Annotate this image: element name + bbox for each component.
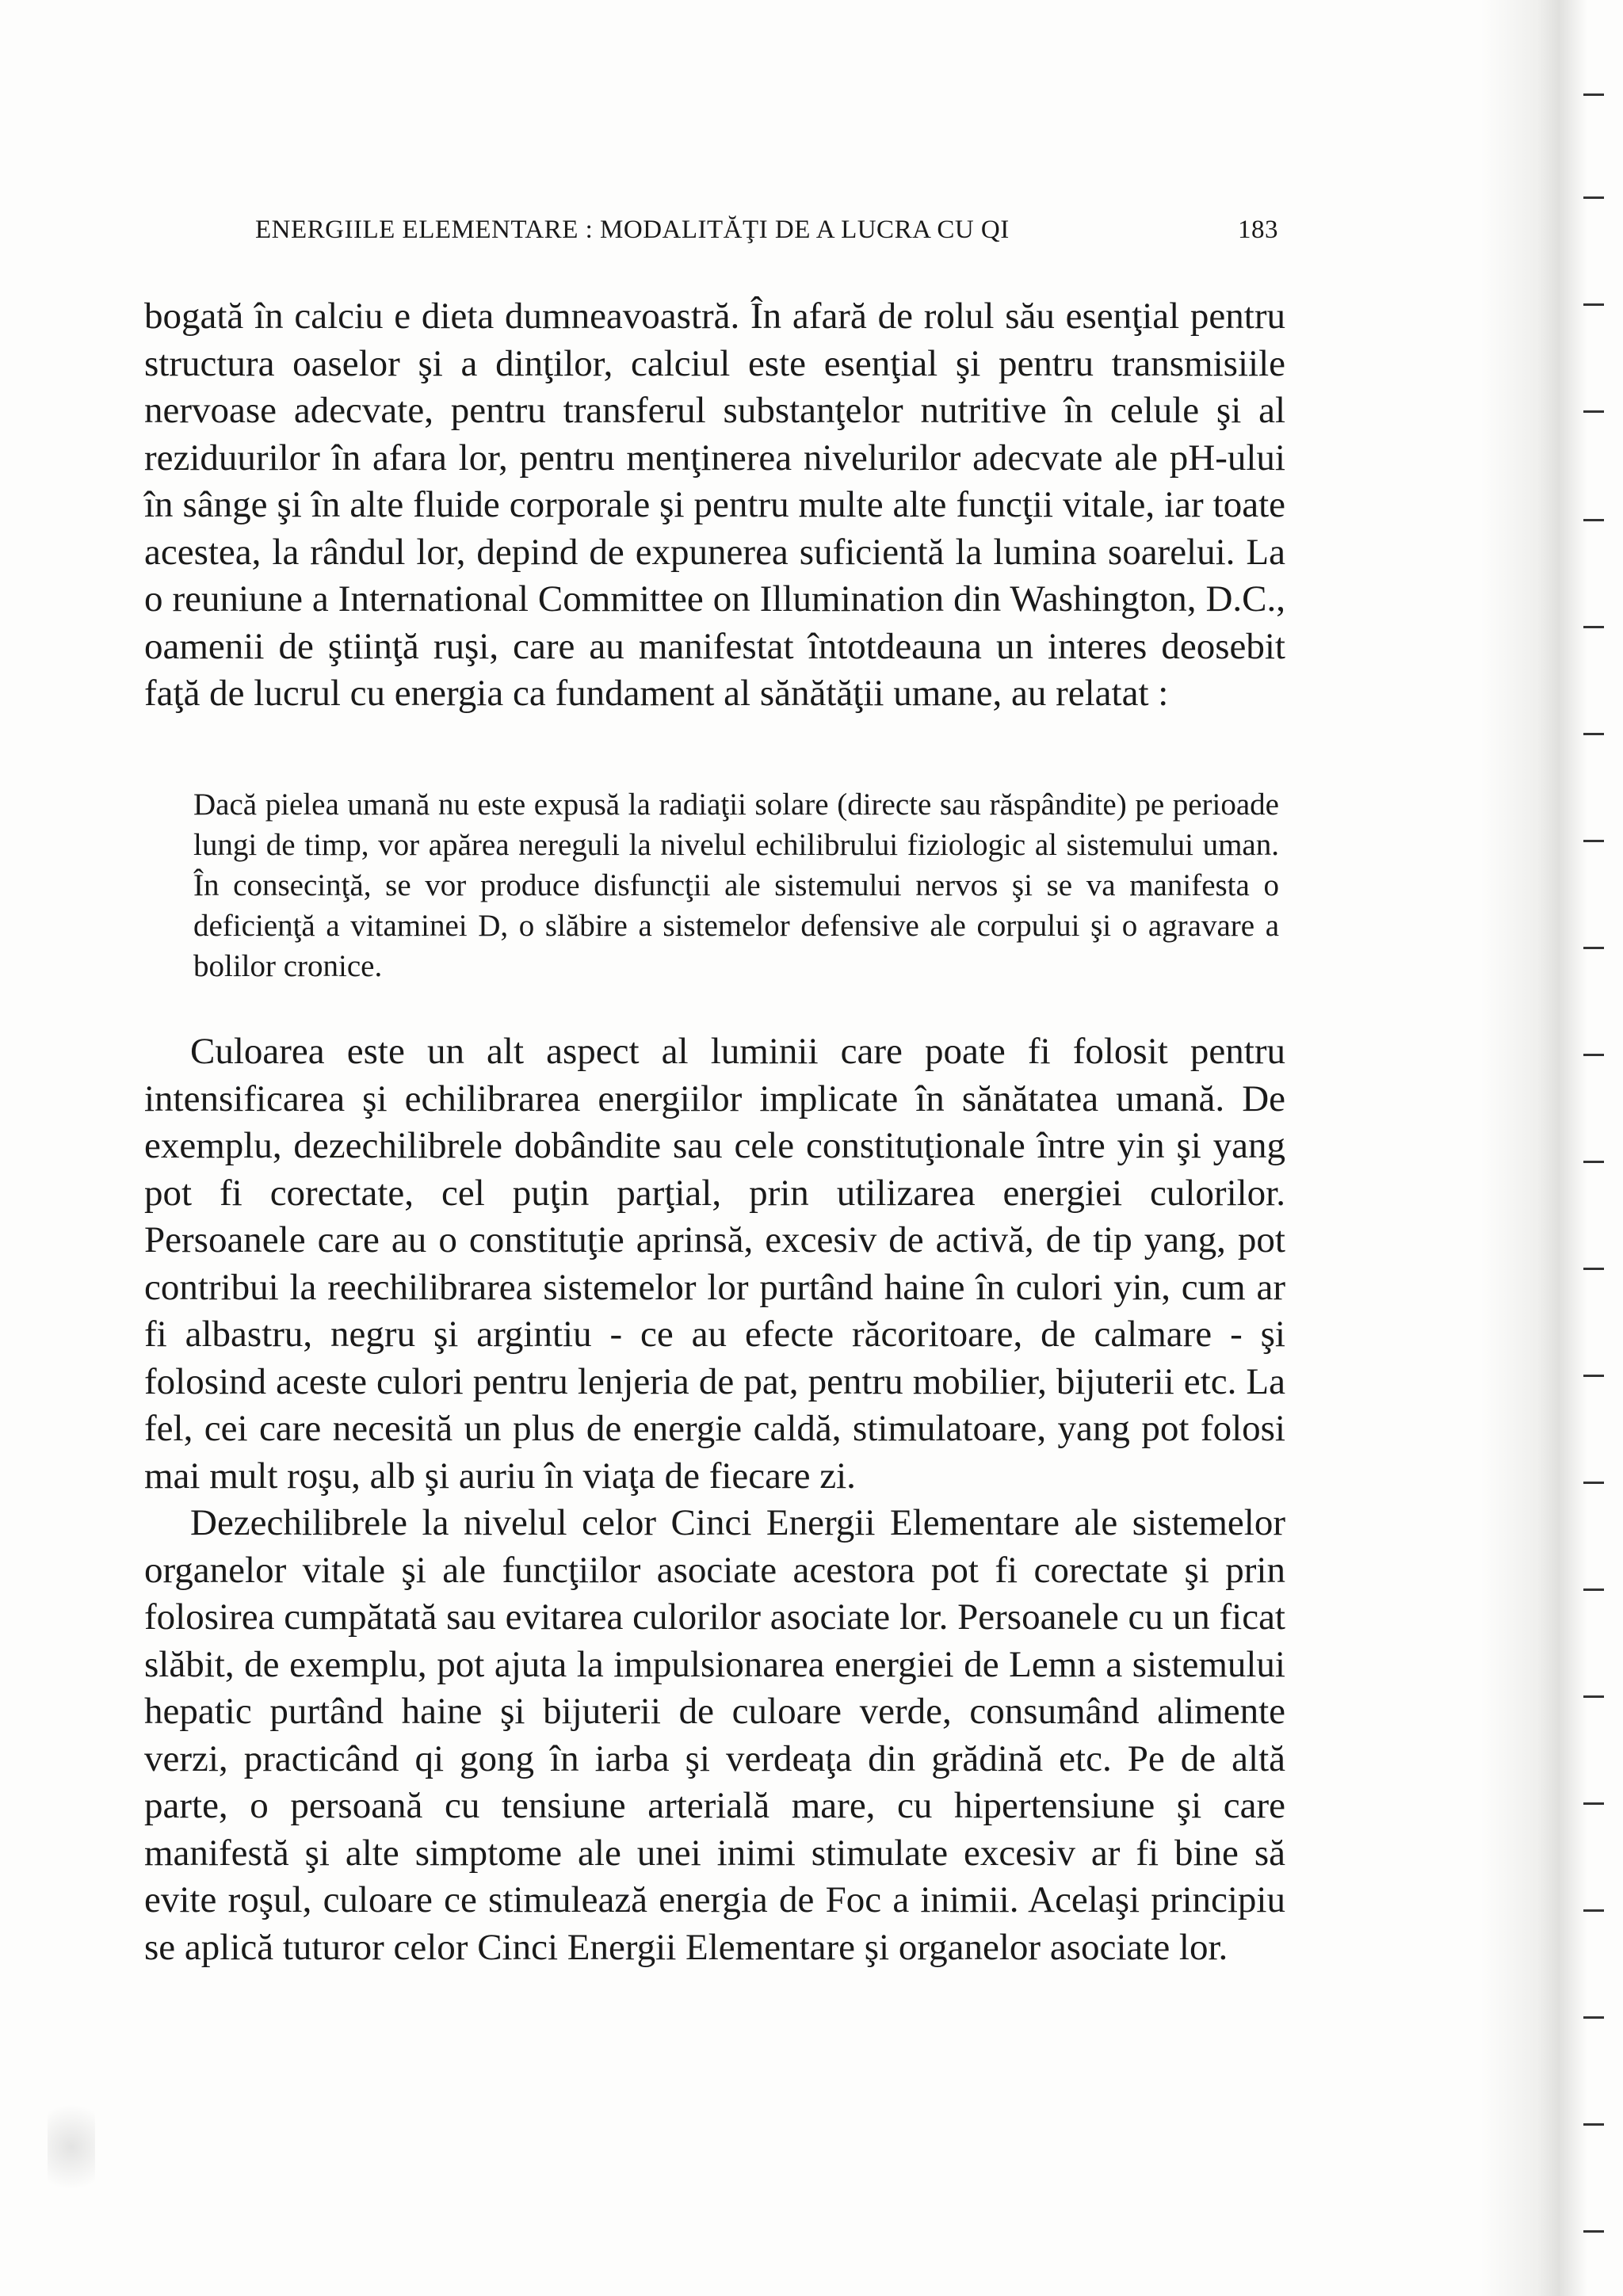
scan-speckle xyxy=(48,2092,95,2203)
page-number: 183 xyxy=(1238,215,1278,244)
paragraph-culoarea: Culoarea este un alt aspect al luminii care poate fi folosit pentru intensificarea şi echilibrarea energiilor implicate în sănătatea umană. De exemplu, dezechilibrele dobândite sau cele constituţionale între yin şi yang pot fi corectate, cel puţin parţial, prin utilizarea energiei culorilor. Persoanele care au o constituţie aprinsă, excesiv de activă, de tip yang, pot contribui la reechilibrarea sistemelor lor purtând haine în culori yin, cum ar fi albastru, negru şi argintiu - ce au efecte răcoritoare, de calmare - şi folosind aceste culori pentru lenjeria de pat, pentru mobilier, bijuterii etc. La fel, cei care necesită un plus de energie caldă, stimulatoare, yang pot folosi mai mult roşu, alb şi auriu în viaţa de fiecare zi. xyxy=(144,1031,1285,1497)
paragraph-dezechilibrele: Dezechilibrele la nivelul celor Cinci Energii Elementare ale sistemelor organelor vitale şi ale funcţiilor asociate acestora pot fi corectate şi prin folosirea cumpătată sau evitarea culorilor asociate lor. Persoanele cu un ficat slăbit, de exemplu, pot ajuta la impulsionarea energiei de Lemn a sistemului hepatic purtând haine şi bijuterii de culoare verde, consumând alimente verzi, practicând qi gong în iarba şi verdeaţa din grădină etc. Pe de altă parte, o persoană cu tensiune arterială mare, cu hipertensiune şi care manifestă şi alte simptome ale unei inimi stimulate excesiv ar fi bine să evite roşul, culoare ce stimulează energia de Foc a inimii. Acelaşi principiu se aplică tuturor celor Cinci Energii Elementare şi organelor asociate lor. xyxy=(144,1502,1285,1968)
paragraph-text: bogată în calciu e dieta dumneavoastră. În afară de rolul său esenţial pentru structura oaselor şi a dinţilor, calciul este esenţial şi pentru transmisiile nervoase adecvate, pentru transferul substanţelor nutritive în celule şi al reziduurilor în afara lor, pentru menţinerea nivelurilor adecvate ale pH-ului în sânge şi în alte fluide corporale şi pentru multe alte funcţii vitale, iar toate acestea, la rândul lor, depind de expunerea suficientă la lumina soarelui. La o reuniune a International Committee on Illumination din Washington, D.C., oamenii de ştiinţă ruşi, care au manifestat întotdeauna un interes deosebit faţă de lucrul cu energia ca fundament al sănătăţii umane, au relatat : xyxy=(144,296,1285,714)
block-quote xyxy=(193,784,1279,986)
header-title: ENERGIILE ELEMENTARE : MODALITĂŢI DE A LUCRA CU QI xyxy=(255,215,1010,244)
paragraph-calcium xyxy=(144,293,1285,718)
scan-edge-marks xyxy=(1560,0,1623,2296)
running-header xyxy=(255,215,1285,245)
quote-text: Dacă pielea umană nu este expusă la radiaţii solare (directe sau răspândite) pe perioade lungi de timp, vor apărea nereguli la nivelul echilibrului fiziologic al sistemului uman. În consecinţă, se vor produce disfuncţii ale sistemului nervos şi se va manifesta o deficienţă a vitaminei D, o slăbire a sistemelor defensive ale corpului şi o agravare a bolilor cronice. xyxy=(193,788,1279,983)
paragraphs-color xyxy=(144,1028,1285,1971)
